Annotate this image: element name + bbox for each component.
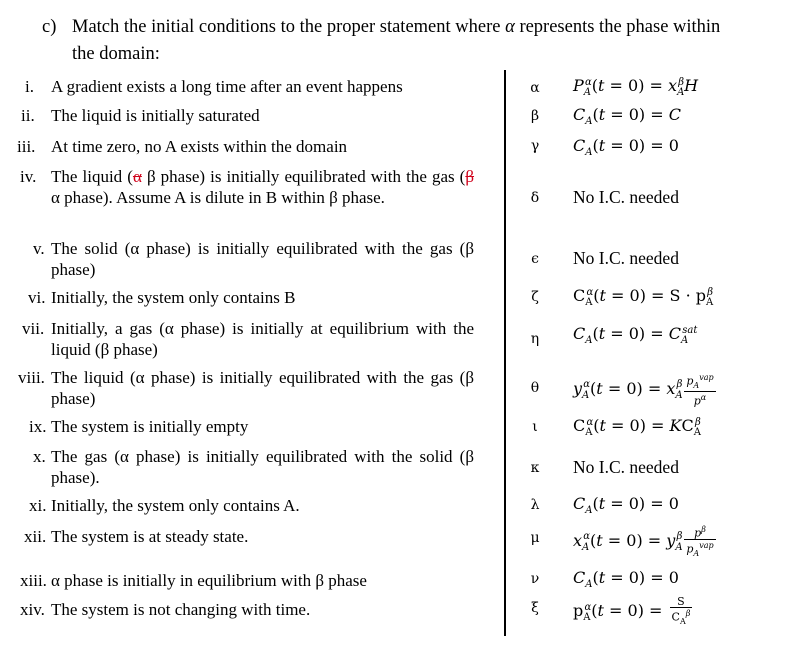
initial-condition: $C_A(t = 0) = 0$ [573, 494, 679, 517]
statement-number: v. [33, 239, 45, 258]
statement-number: vii. [22, 319, 45, 338]
statement-number: xii. [24, 527, 47, 546]
statement-number: x. [33, 447, 46, 466]
statement-number: ii. [21, 106, 35, 125]
statement-text: The liquid (α β phase) is initially equilibrated with the gas (β α phase). Assume A is dilute in B within β phase. [51, 167, 475, 207]
struck-phase-symbol: α [132, 167, 142, 186]
statement-text: Initially, a gas (α phase) is initially at equilibrium with the liquid (β phase) [51, 319, 474, 359]
initial-condition: $P_A^\alpha(t = 0) = x_A^\beta H$ [573, 76, 699, 99]
initial-condition: No I.C. needed [573, 187, 679, 207]
statement-number: xi. [29, 496, 47, 515]
option-letter: μ [530, 530, 540, 546]
option-letter: θ [530, 380, 540, 396]
initial-condition: $C_A(t = 0) = C_A^{sat}$ [573, 324, 698, 347]
statement-text: A gradient exists a long time after an event happens [51, 77, 403, 96]
option-letter: α [530, 80, 540, 96]
initial-condition: $y_A^\alpha(t = 0) = x_A^\beta$ $\frac{p_A^{vap}}{p^\alpha}$ [573, 373, 714, 408]
question-prompt-line2: the domain: [72, 44, 160, 64]
option-letter: ξ [531, 600, 539, 616]
struck-phase-symbol: β [465, 167, 475, 186]
option-letter: ν [530, 571, 540, 587]
statement-text: The liquid is initially saturated [51, 106, 260, 125]
statement-text: Initially, the system only contains B [51, 288, 296, 307]
option-letter: η [530, 331, 540, 347]
statement-number: vi. [28, 288, 46, 307]
statement-number: iii. [17, 137, 36, 156]
option-letter: γ [530, 138, 540, 154]
option-letter: β [530, 108, 540, 124]
question-prompt-line1: Match the initial conditions to the proper statement where α represents the phase within [72, 17, 721, 37]
statement-text: Initially, the system only contains A. [51, 496, 300, 515]
initial-condition: $C_A^\alpha(t = 0) = KC_A^\beta$ [573, 416, 701, 439]
statement-number: iv. [20, 167, 37, 186]
statement-text: α phase is initially in equilibrium with β phase [51, 571, 367, 590]
statement-text: The system is at steady state. [51, 527, 249, 546]
initial-condition: $C_A(t = 0) = 0$ [573, 568, 679, 591]
initial-condition: $x_A^\alpha(t = 0) = y_A^\beta$ $\frac{p^\beta}{p_A^{vap}}$ [573, 525, 714, 558]
statement-text: The solid (α phase) is initially equilibrated with the gas (β phase) [51, 239, 474, 279]
initial-condition: $C_A^\alpha(t = 0) = S \cdot p_A^\beta$ [573, 286, 714, 309]
initial-condition: $C_A(t = 0) = 0$ [573, 136, 679, 159]
statement-number: viii. [18, 368, 45, 387]
statement-text: The system is initially empty [51, 417, 249, 436]
statement-number: xiv. [20, 600, 45, 619]
statement-text: The system is not changing with time. [51, 600, 311, 619]
option-letter: κ [530, 460, 540, 476]
question-label: c) [42, 17, 57, 37]
option-letter: ζ [531, 289, 539, 305]
option-letter: λ [530, 497, 540, 513]
option-letter: δ [530, 190, 540, 206]
option-letter: ι [532, 419, 538, 435]
statement-number: i. [25, 77, 34, 96]
statement-number: xiii. [20, 571, 47, 590]
option-letter: ϵ [531, 251, 539, 267]
initial-condition: $C_A(t = 0) = C$ [573, 105, 681, 128]
statement-text: The gas (α phase) is initially equilibrated with the solid (β phase). [51, 447, 474, 487]
column-divider [504, 70, 506, 636]
initial-condition: $p_A^\alpha(t = 0)$ = $\frac{S}{C_A^\beta}$ [573, 595, 691, 626]
initial-condition: No I.C. needed [573, 248, 679, 268]
statement-text: At time zero, no A exists within the domain [51, 137, 348, 156]
statement-text: The liquid (α phase) is initially equilibrated with the gas (β phase) [51, 368, 474, 408]
statement-number: ix. [29, 417, 47, 436]
initial-condition: No I.C. needed [573, 457, 679, 477]
